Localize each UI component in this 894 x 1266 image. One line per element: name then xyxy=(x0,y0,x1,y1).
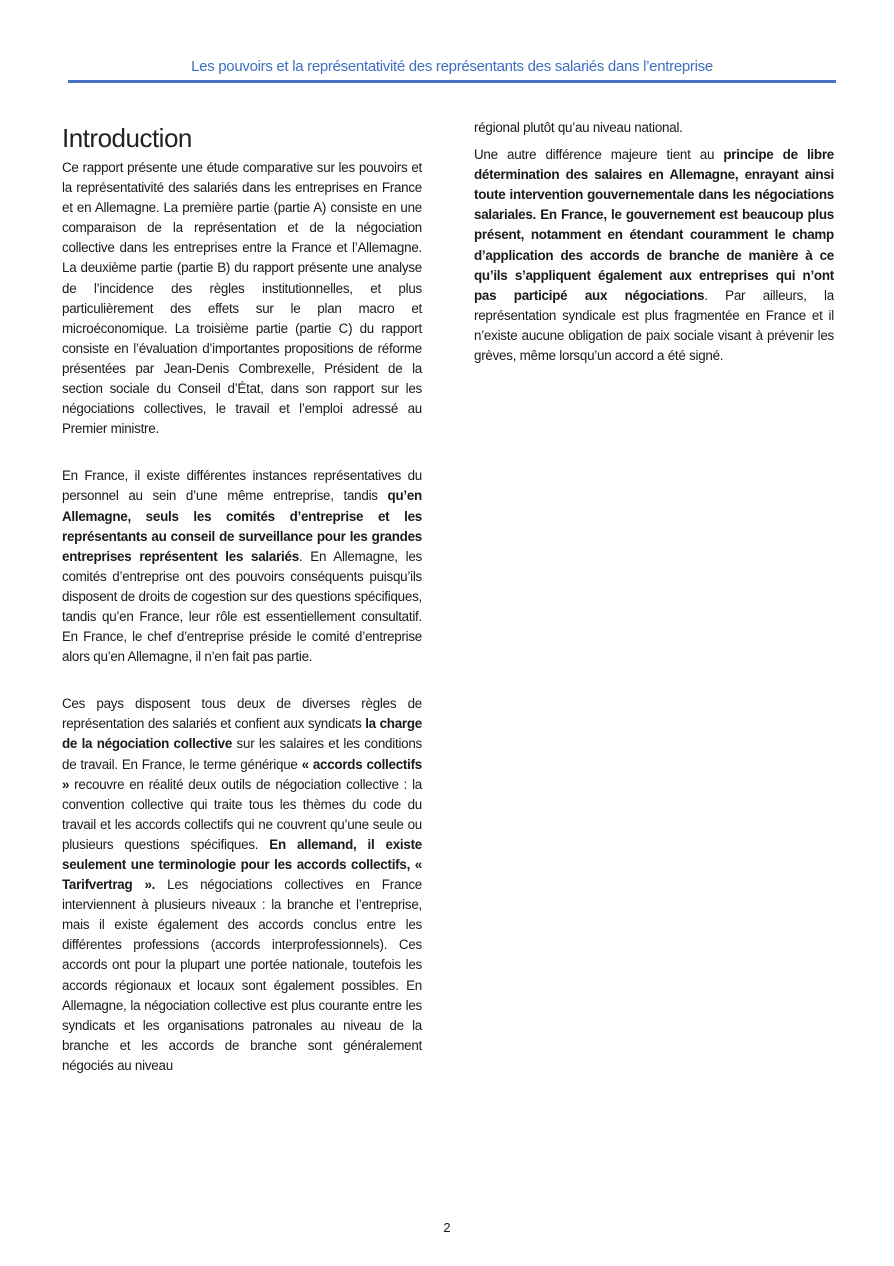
bold-text: la charge de la négociation collective xyxy=(62,716,422,752)
paragraph xyxy=(62,158,422,439)
paragraph xyxy=(62,694,422,1076)
bold-text: En allemand, il existe seulement une terminologie pour les accords collectifs, « Tarifvertrag ». xyxy=(62,836,422,893)
text-run: Ce rapport présente une étude comparative sur les pouvoirs et la représentativité des salariés dans les entreprises en France et en Allemagne. La première partie (partie A) consiste en une comparaison de la représentation et de la négociation collective dans les entreprises entre la France et l’Allemagne. La deuxième partie (partie B) du rapport présente une analyse de l’incidence des règles institutionnelles, et plus particulièrement des effets sur le plan macro et microéconomique. La troisième partie (partie C) du rapport consiste en l’évaluation d’importantes propositions de réforme présentées par Jean-Denis Combrexelle, Président de la section sociale du Conseil d’État, dans son rapport sur les négociations collectives, le travail et l’emploi adressé au Premier ministre. xyxy=(62,160,422,437)
text-run: En France, il existe différentes instances représentatives du personnel au sein d’une même entreprise, tandis xyxy=(62,468,422,504)
text-run: sur les salaires et les conditions de travail. En France, le terme générique xyxy=(62,736,423,772)
text-run: recouvre en réalité deux outils de négociation collective : la convention collective qui traite tous les thèmes du code du travail et les accords collectifs qui ne couvrent qu’une seule ou plusieurs questions spécifiques. xyxy=(62,776,422,852)
text-run: Ces pays disposent tous deux de diverses règles de représentation des salariés et confient aux syndicats xyxy=(62,696,422,732)
text-run: Une autre différence majeure tient au xyxy=(474,147,724,163)
text-run: . En Allemagne, les comités d’entreprise ont des pouvoirs conséquents puisqu’ils disposent de droits de cogestion sur des questions spécifiques, tandis qu’en France, leur rôle est essentiellement consultatif. En France, le chef d’entreprise préside le comité d’entreprise alors qu’en Allemagne, il n’en fait pas partie. xyxy=(62,548,422,665)
text-run: Les négociations collectives en France interviennent à plusieurs niveaux : la branche et l’entreprise, mais il existe également des accords conclus entre les différentes professions (accords interprofessionnels). Ces accords ont pour la plupart une portée nationale, toutefois les accords régionaux et locaux sont également possibles. En Allemagne, la négociation collective est plus courante entre les syndicats et les organisations patronales au niveau de la branche et les accords de branche sont généralement négociés au niveau xyxy=(62,877,422,1073)
left-column xyxy=(62,122,422,1076)
section-heading: Introduction xyxy=(62,123,192,153)
paragraph xyxy=(62,466,422,667)
page-number: 2 xyxy=(443,1220,451,1235)
bold-text: principe de libre détermination des salaires en Allemagne, enrayant ainsi toute intervention gouvernementale dans les négociations salariales. En France, le gouvernement est beaucoup plus présent, notamment en étendant couramment le champ d’application des accords de branche de manière à ce qu’ils s’appliquent également aux entreprises qui n’ont pas participé aux négociations xyxy=(474,147,834,303)
text-run: . Par ailleurs, la représentation syndicale est plus fragmentée en France et il n’existe aucune obligation de paix sociale visant à prévenir les grèves, même lorsqu’un accord a été signé. xyxy=(474,287,834,364)
running-header: Les pouvoirs et la représentativité des représentants des salariés dans l’entreprise xyxy=(191,58,713,75)
bold-text: qu’en Allemagne, seuls les comités d’entreprise et les représentants au conseil de surveillance pour les grandes entreprises représentent les salariés xyxy=(62,488,422,564)
header-rule xyxy=(68,80,836,83)
paragraph xyxy=(474,118,834,138)
paragraph xyxy=(474,145,834,366)
bold-text: « accords collectifs » xyxy=(62,756,422,792)
text-run: régional plutôt qu’au niveau national. xyxy=(474,120,683,135)
right-column xyxy=(474,118,834,366)
